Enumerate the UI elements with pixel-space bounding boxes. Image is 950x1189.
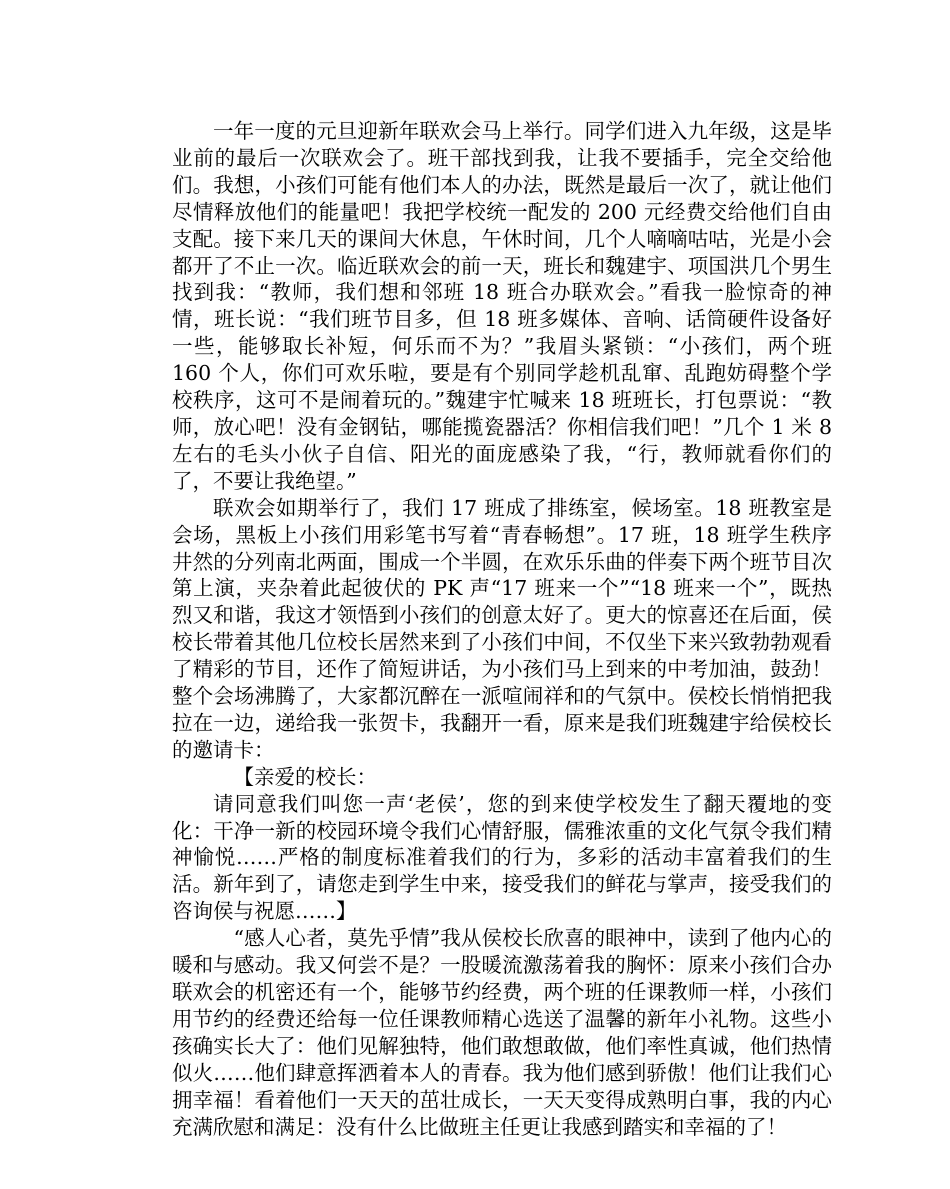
paragraph-new-year-party-plan: 一年一度的元旦迎新年联欢会马上举行。同学们进入九年级，这是毕业前的最后一次联欢会了。班干部找到我，让我不要插手，完全交给他们。我想，小孩们可能有他们本人的办法，既然是最后一次了，就让他们尽情释放他们的能量吧！我把学校统一配发的 200 元经费交给他们自由支配。接下来几天的课间大休息，午休时间，几个人嘀嘀咕咕，光是小会都开了不止一次。临近联欢会的前一天，班长和魏建宇、项国洪几个男生找到我：“教师，我们想和邻班 18 班合办联欢会。”看我一脸惊奇的神情，班长说：“我们班节目多，但 18 班多媒体、音响、话筒硬件设备好一些，能够取长补短，何乐而不为？”我眉头紧锁：“小孩们，两个班 160 个人，你们可欢乐啦，要是有个别同学趁机乱窜、乱跑妨碍整个学校秩序，这可不是闹着玩的。”魏建宇忙喊来 18 班班长，打包票说：“教师，放心吧！没有金钢钻，哪能揽瓷器活？你相信我们吧！”几个 1 米 8 左右的毛头小伙子自信、阳光的面庞感染了我，“行，教师就看你们的了，不要让我绝望。” [172,119,832,493]
paragraph-closing-reflection: “感人心者，莫先乎情”我从侯校长欣喜的眼神中，读到了他内心的暖和与感动。我又何尝不是？一股暖流激荡着我的胸怀：原来小孩们合办联欢会的机密还有一个，能够节约经费，两个班的任课教师一样，小孩们用节约的经费还给每一位任课教师精心选送了温馨的新年小礼物。这些小孩确实长大了：他们见解独特，他们敢想敢做，他们率性真诚，他们热情似火……他们肆意挥洒着本人的青春。我为他们感到骄傲！他们让我们心拥幸福！看着他们一天天的茁壮成长，一天天变得成熟明白事，我的内心充满欣慰和满足：没有什么比做班主任更让我感到踏实和幸福的了！ [172,926,832,1139]
letter-salutation: 【亲爱的校长： [233,764,377,789]
paragraph-party-held: 联欢会如期举行了，我们 17 班成了排练室，候场室。18 班教室是会场，黑板上小孩们用彩笔书写着“青春畅想”。17 班，18 班学生秩序井然的分列南北两面，围成一个半圆，在欢乐乐曲的伴奏下两个班节目次第上演，夹杂着此起彼伏的 PK 声“17 班来一个”“18 班来一个”，既热烈又和谐，我这才领悟到小孩们的创意太好了。更大的惊喜还在后面，侯校长带着其他几位校长居然来到了小孩们中间，不仅坐下来兴致勃勃观看了精彩的节目，还作了简短讲话，为小孩们马上到来的中考加油，鼓劲！整个会场沸腾了，大家都沉醉在一派喧闹祥和的气氛中。侯校长悄悄把我拉在一边，递给我一张贺卡，我翻开一看，原来是我们班魏建宇给侯校长的邀请卡： [172,495,832,762]
letter-body: 请同意我们叫您一声‘老侯’，您的到来使学校发生了翻天覆地的变化：干净一新的校园环境令我们心情舒服，儒雅浓重的文化气氛令我们精神愉悦……严格的制度标准着我们的行为，多彩的活动丰富着我们的生活。新年到了，请您走到学生中来，接受我们的鲜花与掌声，接受我们的咨询侯与祝愿……】 [172,791,832,924]
document-body [172,118,832,1140]
